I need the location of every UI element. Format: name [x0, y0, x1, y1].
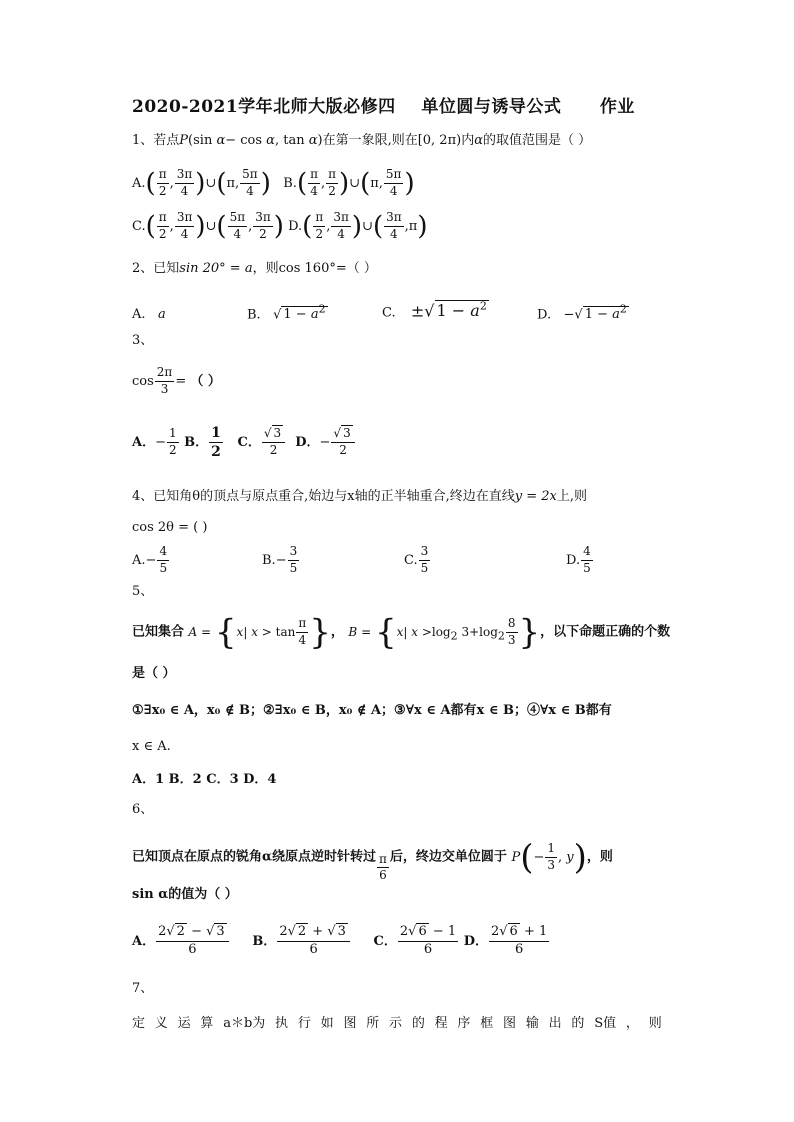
q4-option-c: C. $\frac{3}{5}$ — [404, 544, 429, 575]
question-4-cos: cos 2θ = ( ) — [132, 520, 208, 535]
q2-option-b: B. √ $1 - a^2$ — [247, 303, 326, 323]
question-5-prop-tail: x ∈ A. — [132, 739, 171, 754]
interval: [0, 2π) — [417, 133, 462, 148]
question-6: 已知顶点在原点的锐角α绕原点逆时针转过 $\frac{\pi}{6}$ 后，终边交单位圆于 P(− $\frac{1}{3}$ , y)，则 — [132, 837, 613, 883]
question-3: cos $\frac{2\pi}{3}$ = （ ） — [132, 365, 221, 396]
question-5-propositions: ①∃x₀ ∈ A，x₀ ∉ B；②∃x₀ ∈ B，x₀ ∉ A；③∀x ∈ A都有x ∈ B；④∀x ∈ B都有 — [132, 703, 612, 718]
q1-options-row-1: A.( $\frac{\pi}{2}$ , $\frac{3\pi}{4}$ )∪(π, $\frac{5\pi}{4}$ ) B.( $\frac{\pi}{4}$ , $\frac{\pi}{2}$ )∪(π, $\frac{5\pi}{4}$ ) — [132, 167, 415, 199]
q4-option-a: A.− $\frac{4}{5}$ — [132, 544, 168, 575]
question-3-number: 3、 — [132, 333, 154, 348]
q2-option-d: D. −√ $1 - a^2$ — [537, 303, 627, 323]
q4-option-b: B.− $\frac{3}{5}$ — [262, 544, 298, 575]
question-6-tail: sin α的值为（ ） — [132, 887, 238, 902]
q4-option-d: D. $\frac{4}{5}$ — [566, 544, 591, 575]
q3-options: A．− $\frac{1}{2}$ B． $\frac{1}{2}$ C． $\frac{√ 3}{2}$ D．− $\frac{√ 3}{2}$ — [132, 425, 356, 460]
q2-option-a: A. a — [132, 307, 166, 322]
question-5-number: 5、 — [132, 584, 154, 599]
q6-options: A． $\frac{2√ 2 - √ 3}{6}$ B． $\frac{2√ 2 + √ 3}{6}$ C． $\frac{2√ 6 - 1}{6}$ D． $\frac{2√ 6 + 1}{6}$ — [132, 924, 548, 957]
question-number: 1、 — [132, 133, 154, 148]
question-5-options: A．1 B．2 C．3 D．4 — [132, 772, 277, 787]
question-4: 4、已知角θ的顶点与原点重合,始边与x轴的正半轴重合,终边在直线y = 2x上,则 — [132, 489, 587, 504]
question-2: 2、已知sin 20° = a，则cos 160°=（ ） — [132, 261, 377, 276]
question-5: 已知集合 A = {x| x > tan $\frac{\pi}{4}$ }， B = {x| $x >\log_2$ $3+\log_2$ $\frac{8}{3}$ }，以下命题正确的个数 — [132, 612, 671, 652]
question-7-number: 7、 — [132, 981, 154, 996]
q1-options-row-2: C.( $\frac{\pi}{2}$ , $\frac{3\pi}{4}$ )∪( $\frac{5\pi}{4}$ , $\frac{3\pi}{2}$ ) D.( $\frac{\pi}{2}$ , $\frac{3\pi}{4}$ )∪( $\frac{3\pi}{4}$ ,π) — [132, 210, 428, 242]
question-5-tail: 是（ ） — [132, 666, 176, 681]
question-6-number: 6、 — [132, 802, 154, 817]
q2-option-c: C. ±√ $1 - a^2$ — [382, 300, 487, 321]
question-1: 1、若点P(sin α− cos α, tan α)在第一象限,则在[0, 2π)内α的取值范围是（ ） — [132, 133, 592, 148]
question-7: 定 义 运 算 a＊b为 执 行 如 图 所 示 的 程 序 框 图 输 出 的 S值 ， 则 — [132, 1016, 662, 1031]
page-title: 2020-2021学年北师大版必修四 单位圆与诱导公式 作业 — [132, 97, 635, 117]
